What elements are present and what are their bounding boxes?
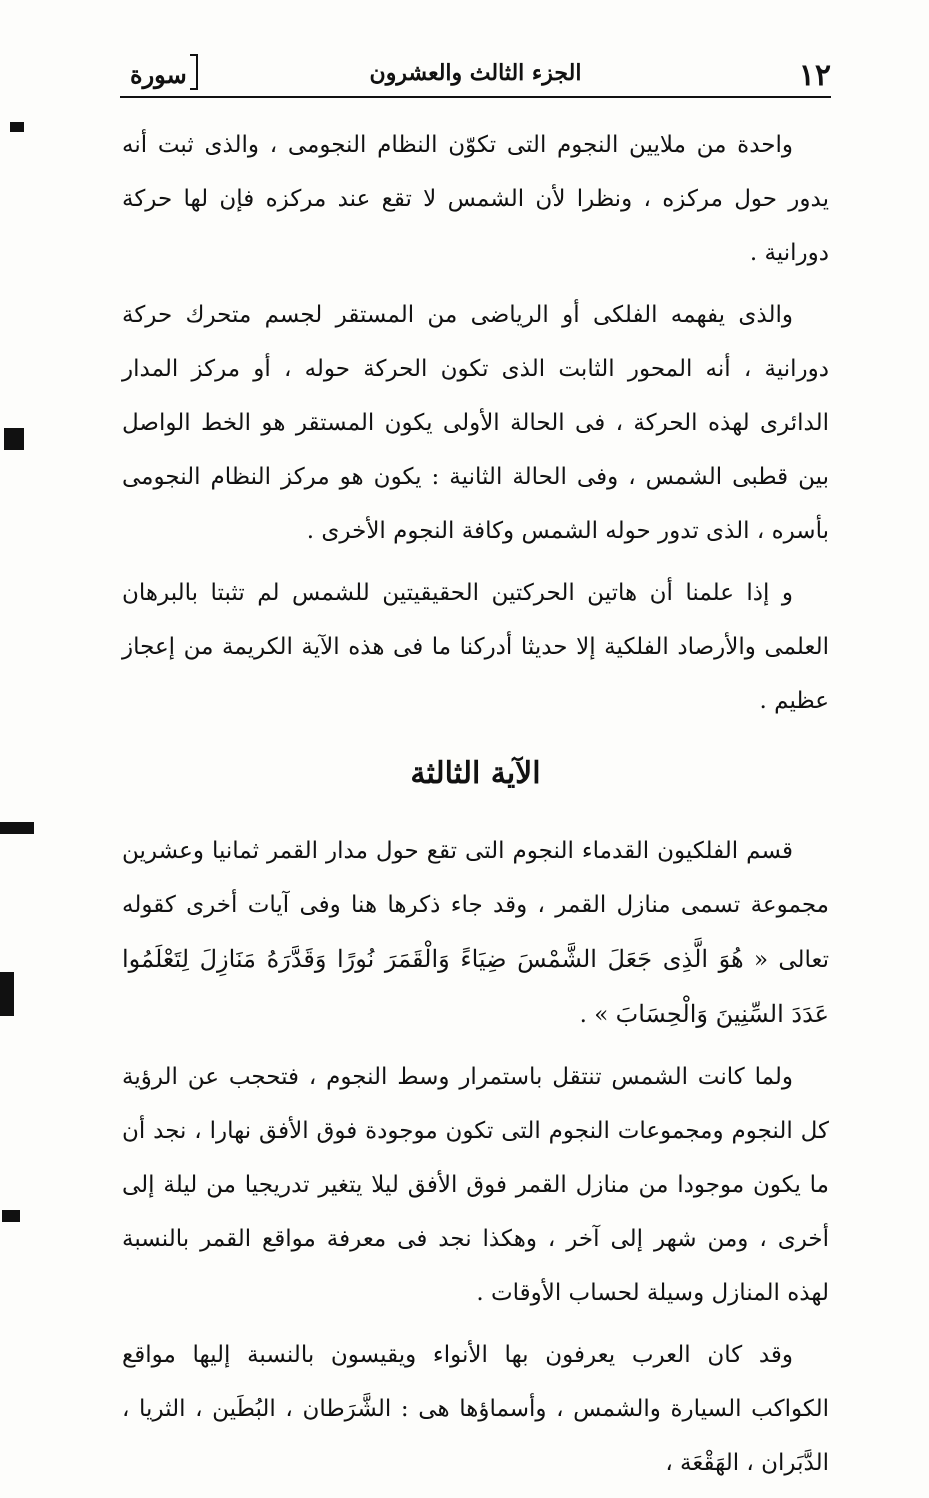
paragraph-4	[122, 824, 829, 1042]
scan-mark	[2, 1210, 20, 1222]
header-rule	[120, 96, 831, 98]
paragraph-1: واحدة من ملايين النجوم التى تكوّن النظام النجومى ، والذى ثبت أنه يدور حول مركزه ، ونظرا لأن الشمس لا تقع عند مركزه فإن لها حركة دورانية .	[122, 132, 829, 266]
paragraph-2: والذى يفهمه الفلكى أو الرياضى من المستقر لجسم متحرك حركة دورانية ، أنه المحور الثابت الذى تكون الحركة حوله ، أو مركز المدار الدائرى لهذه الحركة ، فى الحالة الأولى يكون المستقر هو الخط الواصل بين قطبى الشمس ، وفى الحالة الثانية : يكون هو مركز النظام النجومى بأسره ، الذى تدور حوله الشمس وكافة النجوم الأخرى .	[122, 302, 829, 544]
page-header	[120, 52, 831, 98]
surah-label: سورة	[130, 60, 187, 89]
scan-mark	[0, 972, 14, 1016]
page-number: ١٢	[798, 58, 831, 93]
running-title: الجزء الثالث والعشرون	[369, 60, 582, 86]
scan-mark	[0, 822, 34, 834]
quran-close: » .	[579, 1002, 609, 1028]
scan-mark	[4, 428, 24, 450]
paragraph-3: و إذا علمنا أن هاتين الحركتين الحقيقيتين للشمس لم تثبتا بالبرهان العلمى والأرصاد الفلكية إلا حديثا أدركنا ما فى هذه الآية الكريمة من إعجاز عظيم .	[122, 580, 829, 714]
paragraph-4-text: قسم الفلكيون القدماء النجوم التى تقع حول مدار القمر ثمانيا وعشرين مجموعة تسمى منازل القمر ، وقد جاء ذكرها هنا وفى آيات أخرى كقوله تعالى «	[122, 838, 829, 973]
paragraph-5: ولما كانت الشمس تنتقل باستمرار وسط النجوم ، فتحجب عن الرؤية كل النجوم ومجموعات النجوم التى تكون موجودة فوق الأفق نهارا ، نجد أن ما يكون موجودا من منازل القمر فوق الأفق ليلا يتغير تدريجيا من ليلة إلى أخرى ، ومن شهر إلى آخر ، وهكذا نجد فى معرفة مواقع القمر بالنسبة لهذه المنازل وسيلة لحساب الأوقات .	[122, 1064, 829, 1306]
quran-verse: هُوَ الَّذِى جَعَلَ الشَّمْسَ ضِيَاءً وَالْقَمَرَ نُورًا وَقَدَّرَهُ مَنَازِلَ لِتَعْلَمُوا عَدَدَ السِّنِينَ وَالْحِسَابَ	[122, 945, 829, 1028]
scan-mark	[10, 122, 24, 132]
paragraph-6: وقد كان العرب يعرفون بها الأنواء ويقيسون بالنسبة إليها مواقع الكواكب السيارة والشمس ، وأسماؤها هى : الشَّرَطان ، البُطَين ، الثريا ، الدَّبَران ، الهَقْعَة ،	[122, 1342, 829, 1476]
main-text	[122, 118, 829, 1498]
bracket-mark	[190, 54, 198, 90]
section-heading: الآية الثالثة	[410, 756, 541, 791]
